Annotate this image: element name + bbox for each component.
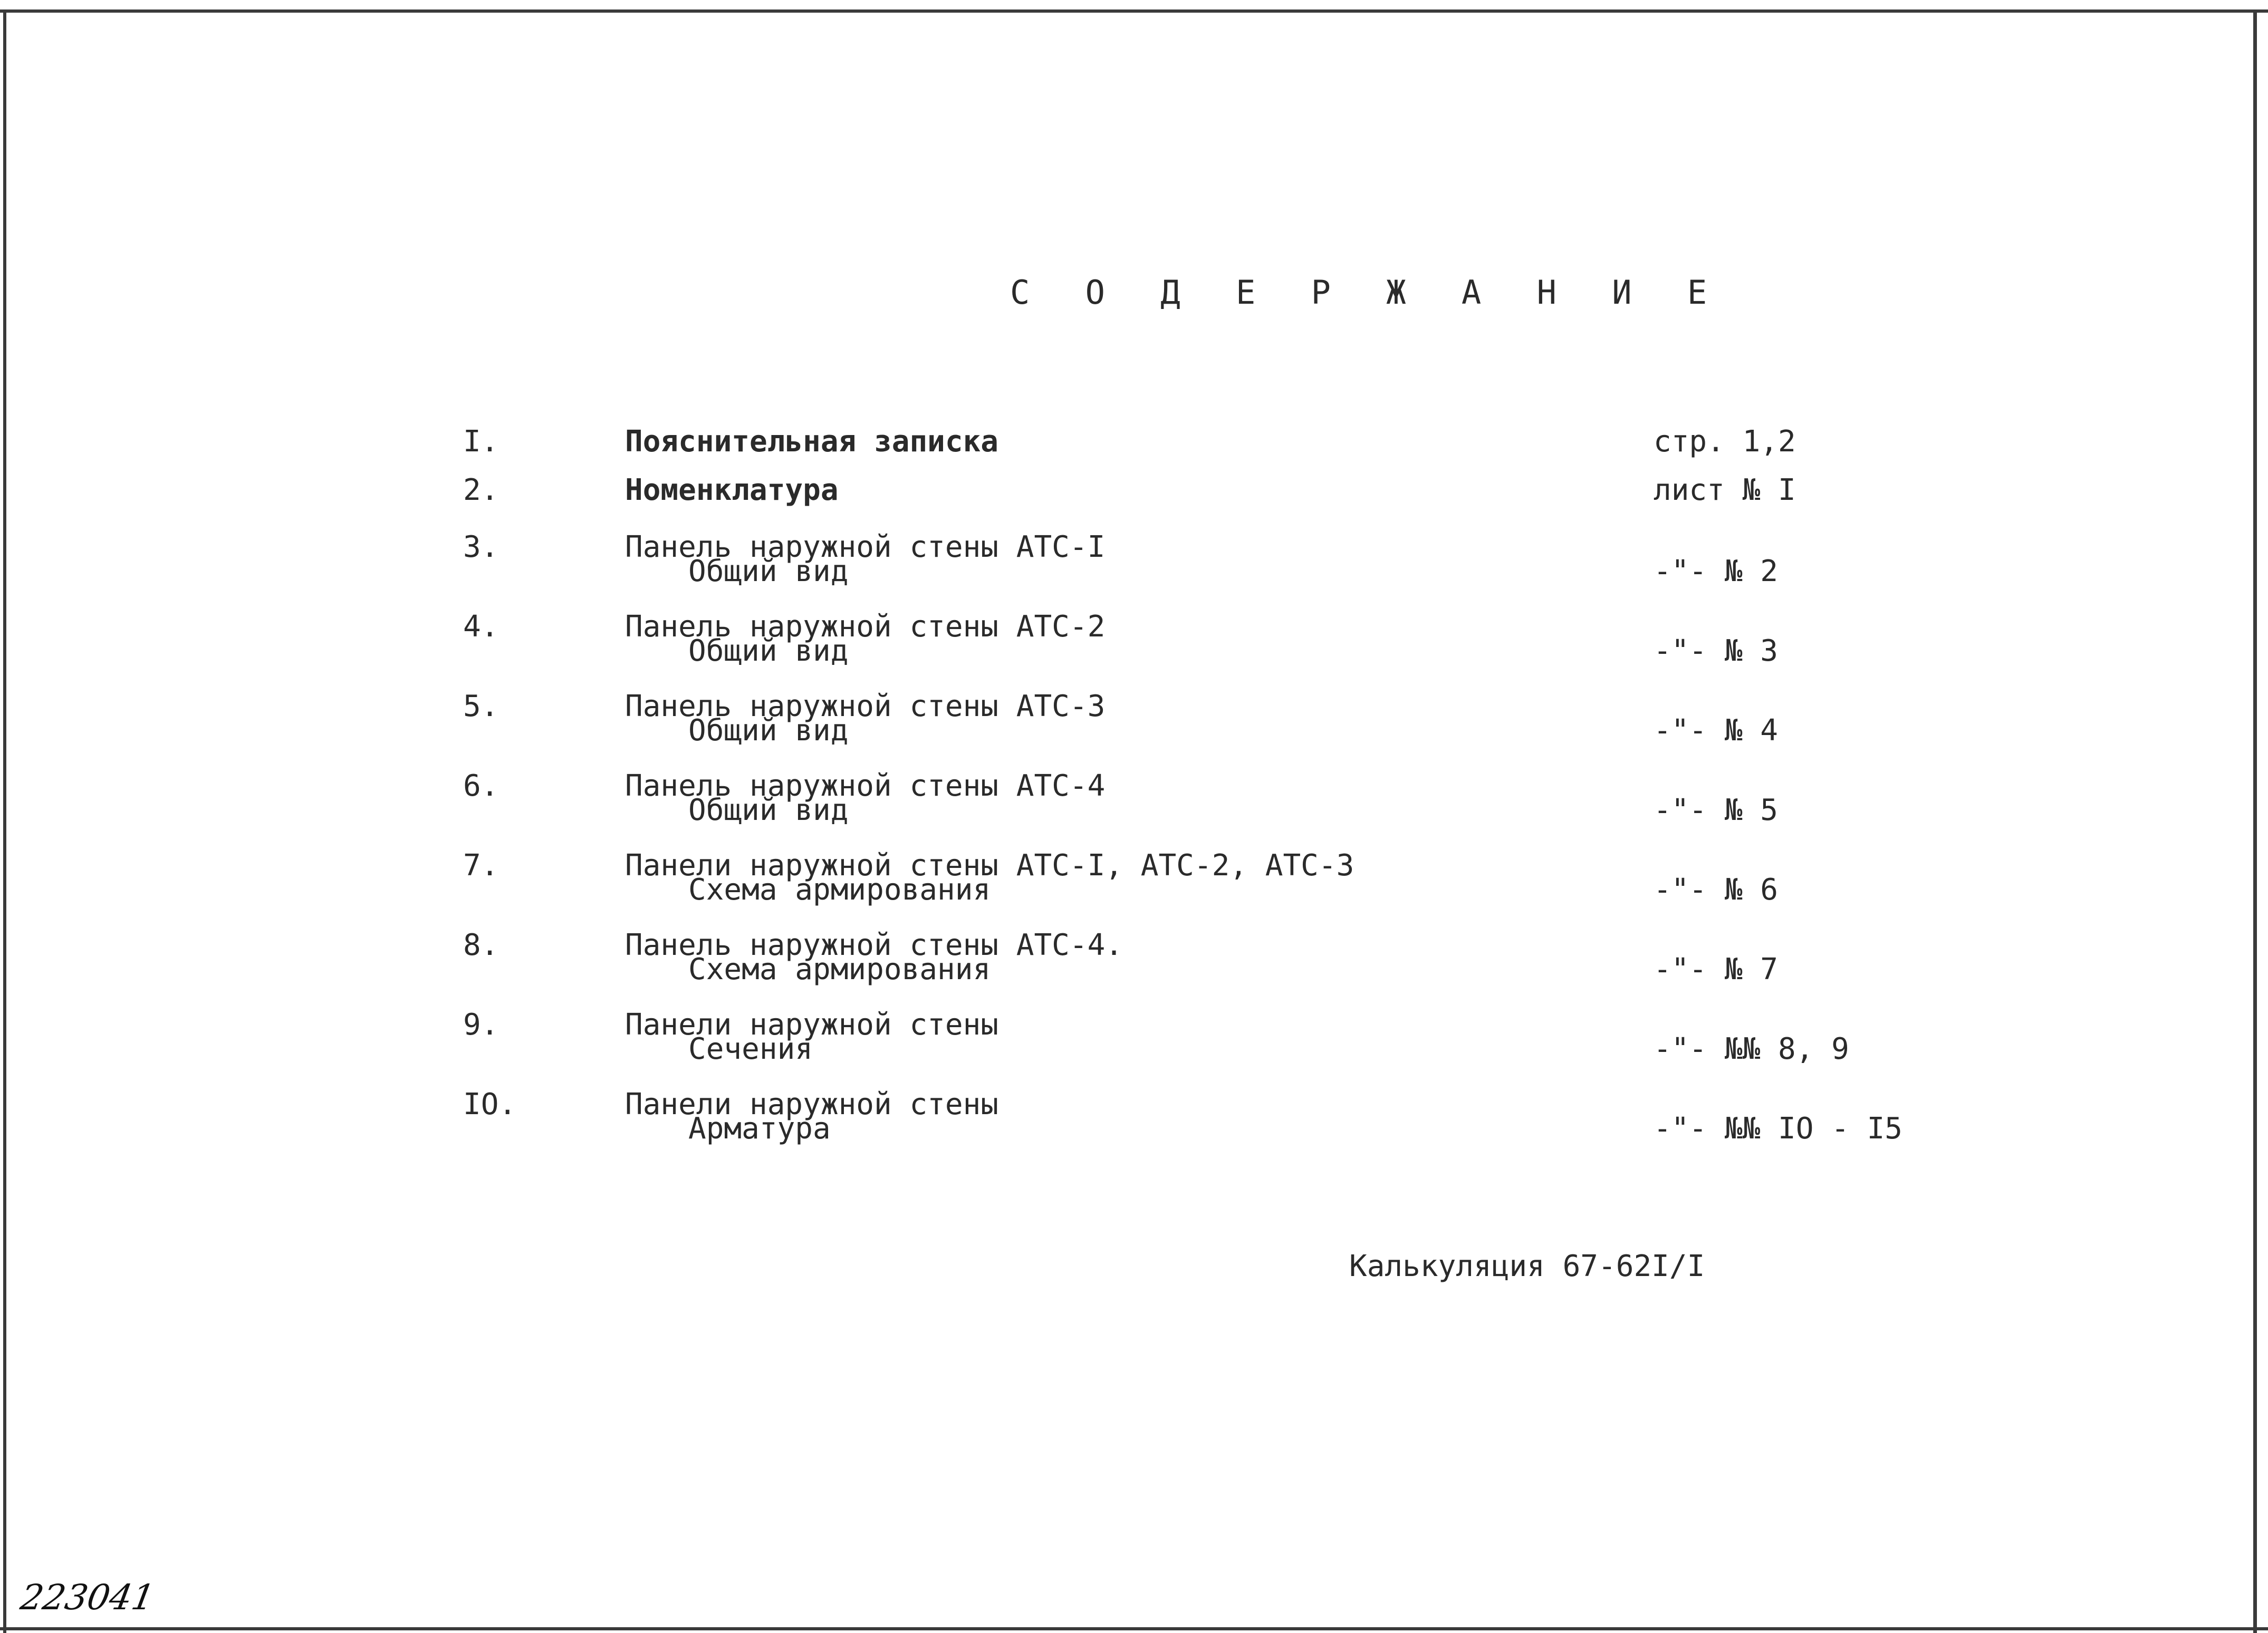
entry-sheet-reference: -"- № 2 (1654, 554, 1779, 588)
entry-subtitle: Сечения (688, 1032, 813, 1066)
entry-sheet-reference: -"- № 3 (1654, 634, 1779, 668)
contents-entry (0, 532, 2268, 605)
entry-subtitle: Арматура (688, 1112, 831, 1146)
entry-sheet-reference: стр. 1,2 (1654, 424, 1796, 459)
entry-number: 4. (463, 610, 499, 644)
entry-title: Панель наружной стены АТС-I (625, 530, 1106, 564)
entry-sheet-reference: -"- № 5 (1654, 793, 1779, 827)
frame-border-top (0, 9, 2268, 13)
entry-title: Номенклатура (625, 473, 839, 507)
entry-title: Панели наружной стены (625, 1087, 999, 1122)
entry-number: 7. (463, 848, 499, 883)
entry-sheet-reference: -"- № 6 (1654, 873, 1779, 907)
entry-subtitle: Общий вид (688, 554, 849, 588)
contents-entry (0, 691, 2268, 765)
entry-sheet-reference: -"- № 4 (1654, 713, 1779, 748)
contents-entry (0, 770, 2268, 844)
contents-entry (0, 850, 2268, 924)
contents-entry (0, 930, 2268, 1003)
entry-subtitle: Схема армирования (688, 873, 991, 907)
entry-subtitle: Схема армирования (688, 952, 991, 987)
entry-title: Панель наружной стены АТС-2 (625, 610, 1106, 644)
entry-title: Панель наружной стены АТС-4 (625, 769, 1106, 803)
entry-number: 8. (463, 928, 499, 962)
entry-sheet-reference: -"- №№ 8, 9 (1654, 1032, 1849, 1066)
contents-entry (0, 1009, 2268, 1083)
entry-title: Панель наружной стены АТС-4. (625, 928, 1123, 962)
entry-subtitle: Общий вид (688, 713, 849, 748)
calculation-reference: Калькуляция 67-62I/I (1349, 1249, 1705, 1283)
entry-sheet-reference: -"- № 7 (1654, 952, 1779, 987)
entry-subtitle: Общий вид (688, 634, 849, 668)
entry-title: Панель наружной стены АТС-3 (625, 689, 1106, 723)
handwritten-number: 223041 (17, 1577, 158, 1618)
entry-number: I. (463, 424, 499, 459)
entry-number: 2. (463, 473, 499, 507)
entry-number: 5. (463, 689, 499, 723)
entry-subtitle: Общий вид (688, 793, 849, 827)
entry-number: 6. (463, 769, 499, 803)
entry-sheet-reference: -"- №№ IO - I5 (1654, 1112, 1903, 1146)
entry-number: IO. (463, 1087, 517, 1122)
contents-entry (0, 1089, 2268, 1163)
frame-border-bottom (0, 1627, 2268, 1630)
entry-title: Панели наружной стены АТС-I, АТС-2, АТС-3 (625, 848, 1354, 883)
entry-title: Пояснительная записка (625, 424, 999, 459)
contents-entry (0, 611, 2268, 685)
contents-heading: С О Д Е Р Ж А Н И Е (1010, 273, 1725, 312)
entry-title: Панели наружной стены (625, 1008, 999, 1042)
entry-number: 3. (463, 530, 499, 564)
entry-number: 9. (463, 1008, 499, 1042)
entry-sheet-reference: лист № I (1654, 473, 1796, 507)
